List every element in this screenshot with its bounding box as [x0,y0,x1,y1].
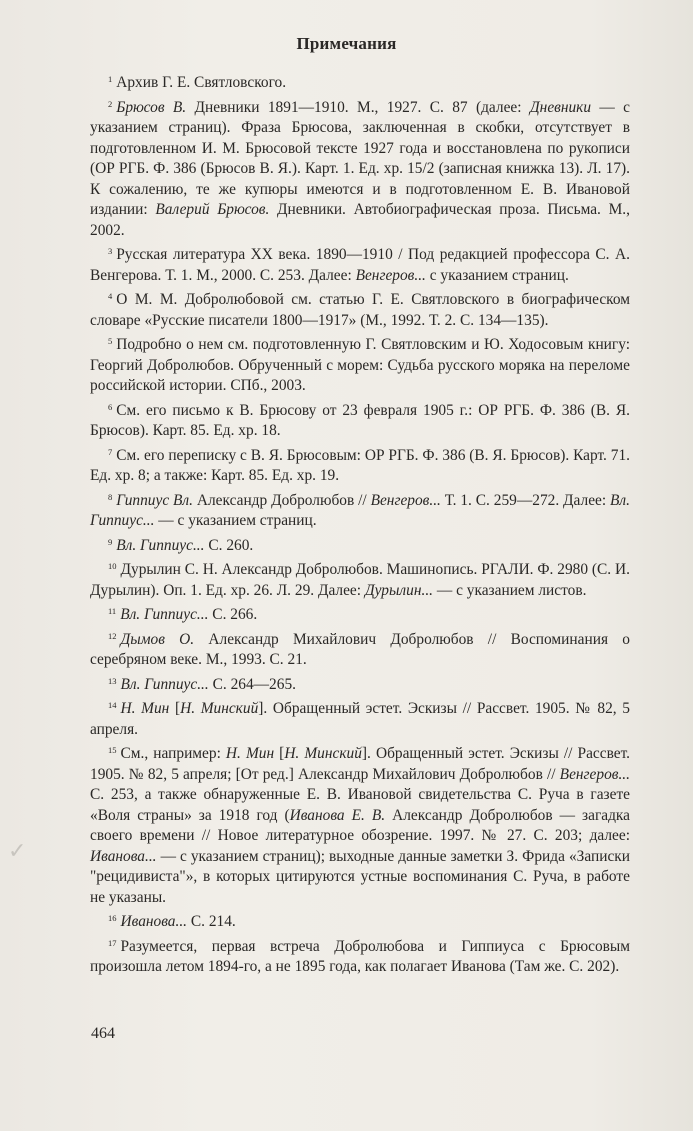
footnote-text: Т. 1. С. 259—272. Далее: [440,491,611,509]
footnote-number: 4 [108,291,113,301]
footnote-italic-text: Брюсов В. [116,98,187,116]
footnote-text: с указанием страниц. [425,266,569,284]
footnote-italic-text: Дымов О. [120,630,195,648]
footnote-7 [90,442,630,487]
footnote-number: 1 [108,74,113,84]
footnote-text: Разумеется, первая встреча Добролюбова и Гиппиуса с Брюсовым произошла летом 1894-го, а не 1895 года, как полагает Иванова (Там же. С. 202). [90,937,630,975]
footnote-text: — с указанием листов. [433,581,587,599]
footnote-text: Александр Добролюбов // [193,491,371,509]
footnote-17 [90,933,630,978]
footnote-number: 8 [108,491,113,502]
footnote-italic-text: Вл. Гиппиус... [120,675,209,693]
footnote-number: 15 [108,745,117,755]
footnote-italic-text: Иванова Е. В. [289,806,386,824]
footnote-text: Дневники. Автобиографическая проза. Письма. М., 2002. [90,201,630,239]
footnote-number: 7 [108,446,113,457]
footnote-text: Александр Добролюбов — загадка своего времени // Новое литературное обозрение. 1997. № 27. С. 203; далее: [90,806,630,844]
footnote-text: ]. Обращенный эстет. Эскизы // Рассвет. 1905. № 82, 5 апреля; [От ред.] Александр Михайлович Добролюбов // [90,745,630,783]
footnote-italic-text: Н. Мин [120,700,170,717]
footnote-italic-text: Венгеров... [370,491,441,509]
footnote-text: С. 214. [187,913,236,930]
footnote-number: 12 [108,630,117,641]
footnote-number: 9 [108,536,113,547]
footnote-9 [90,532,630,557]
footnote-text: С. 264—265. [208,675,296,693]
footnote-italic-text: Иванова... [120,913,188,930]
footnote-text: См. его письмо к В. Брюсову от 23 февраля 1905 г.: ОР РГБ. Ф. 386 (В. Я. Брюсов). Карт. 85. Ед. хр. 18. [90,401,630,439]
footnote-text: Дневники 1891—1910. М., 1927. С. 87 (далее: [186,98,530,116]
footnote-text: Архив Г. Е. Святловского. [116,74,287,91]
footnote-number: 13 [108,675,117,686]
footnote-3 [90,241,630,286]
footnote-italic-text: Н. Минский [284,745,362,762]
footnote-13 [90,671,630,696]
footnote-15 [90,740,630,908]
page-number: 464 [91,1025,115,1042]
footnote-italic-text: Дневники [529,98,592,116]
footnote-1 [90,69,630,94]
footnote-number: 3 [108,246,113,256]
footnote-11 [90,601,630,626]
footnote-italic-text: Н. Мин [225,745,275,762]
footnote-text: С. 253, а также обнаруженные Е. В. Ивановой свидетельства С. Руча в газете «Воля страны» за 1918 год ( [90,786,630,824]
footnote-italic-text: Вл. Гиппиус... [90,491,630,529]
footnote-italic-text: Венгеров... [559,765,630,783]
footnote-text: [ [169,700,181,717]
footnote-6 [90,397,630,442]
footnote-italic-text: Венгеров... [355,266,426,284]
footnote-text: С. 260. [204,536,254,554]
footnote-10 [90,556,630,601]
footnote-number: 2 [108,98,113,109]
footnote-italic-text: Гиппиус Вл. [116,491,193,509]
footnote-4 [90,286,630,331]
footnote-text: С. 266. [208,606,258,623]
footnote-2 [90,94,630,242]
footnote-text: ]. Обращенный эстет. Эскизы // Рассвет. 1905. № 82, 5 апреля. [90,700,630,738]
footnote-number: 5 [108,336,113,346]
footnote-italic-text: Валерий Брюсов. [155,201,270,218]
footnote-14 [90,695,630,740]
footnote-italic-text: Иванова... [90,847,157,865]
footnote-italic-text: Дурылин... [364,581,434,599]
footnote-16 [90,908,630,933]
footnote-number: 14 [108,700,117,710]
footnote-12 [90,626,630,671]
footnote-number: 16 [108,913,117,923]
footnote-text: См. его переписку с В. Я. Брюсовым: ОР РГБ. Ф. 386 (В. Я. Брюсов). Карт. 71. Ед. хр. 8; а также: Карт. 85. Ед. хр. 19. [90,446,630,484]
footnote-number: 11 [108,606,117,616]
margin-check-mark: ✓ [8,838,27,863]
footnote-italic-text: Н. Минский [180,700,259,717]
notes-list [90,69,630,978]
footnote-text: Русская литература XX века. 1890—1910 / Под редакцией профессора С. А. Венгерова. Т. 1. М., 2000. С. 253. Далее: [90,246,630,284]
footnote-italic-text: Вл. Гиппиус... [116,536,205,554]
footnote-number: 17 [108,937,117,948]
footnote-italic-text: Вл. Гиппиус... [120,606,209,623]
footnote-number: 10 [108,561,117,571]
footnote-text: См., например: [120,745,226,762]
footnote-text: — с указанием страниц. [154,512,317,529]
footnote-5 [90,331,630,397]
footnote-text: Подробно о нем см. подготовленную Г. Святловским и Ю. Ходосовым книгу: Георгий Добролюбов. Обрученный с морем: Судьба русского моряка на переломе российской истории. СПб., 2003. [90,336,630,394]
footnote-text: Александр Михайлович Добролюбов // Воспоминания о серебряном веке. М., 1993. С. 21. [90,630,630,668]
footnote-text: [ [274,745,285,762]
footnote-number: 6 [108,401,113,412]
footnote-text: О М. М. Добролюбовой см. статью Г. Е. Святловского в биографическом словаре «Русские писатели 1800—1917» (М., 1992. Т. 2. С. 134—135). [90,291,630,329]
footnote-8 [90,487,630,532]
footnote-text: Дурылин С. Н. Александр Добролюбов. Машинопись. РГАЛИ. Ф. 2980 (С. И. Дурылин). Оп. 1. Ед. хр. 26. Л. 29. Далее: [90,561,630,599]
footnote-text: — с указанием страниц); выходные данные заметки З. Фрида «Записки "рецидивиста"», в которых цитируются устные воспоминания С. Руча, в работе не указаны. [90,847,630,906]
footnote-text: — с указанием страниц). Фраза Брюсова, заключенная в скобки, отсутствует в подготовленном И. М. Брюсовой тексте 1927 года и восстановлена по рукописи (ОР РГБ. Ф. 386 (Брюсов В. Я.). Карт. 1. Ед. хр. 15/2 (записная книжка 13). Л. 17). К сожалению, те же купюры имеются и в подготовленном Е. В. Ивановой издании: [90,98,631,218]
page-title: Примечания [296,34,397,53]
